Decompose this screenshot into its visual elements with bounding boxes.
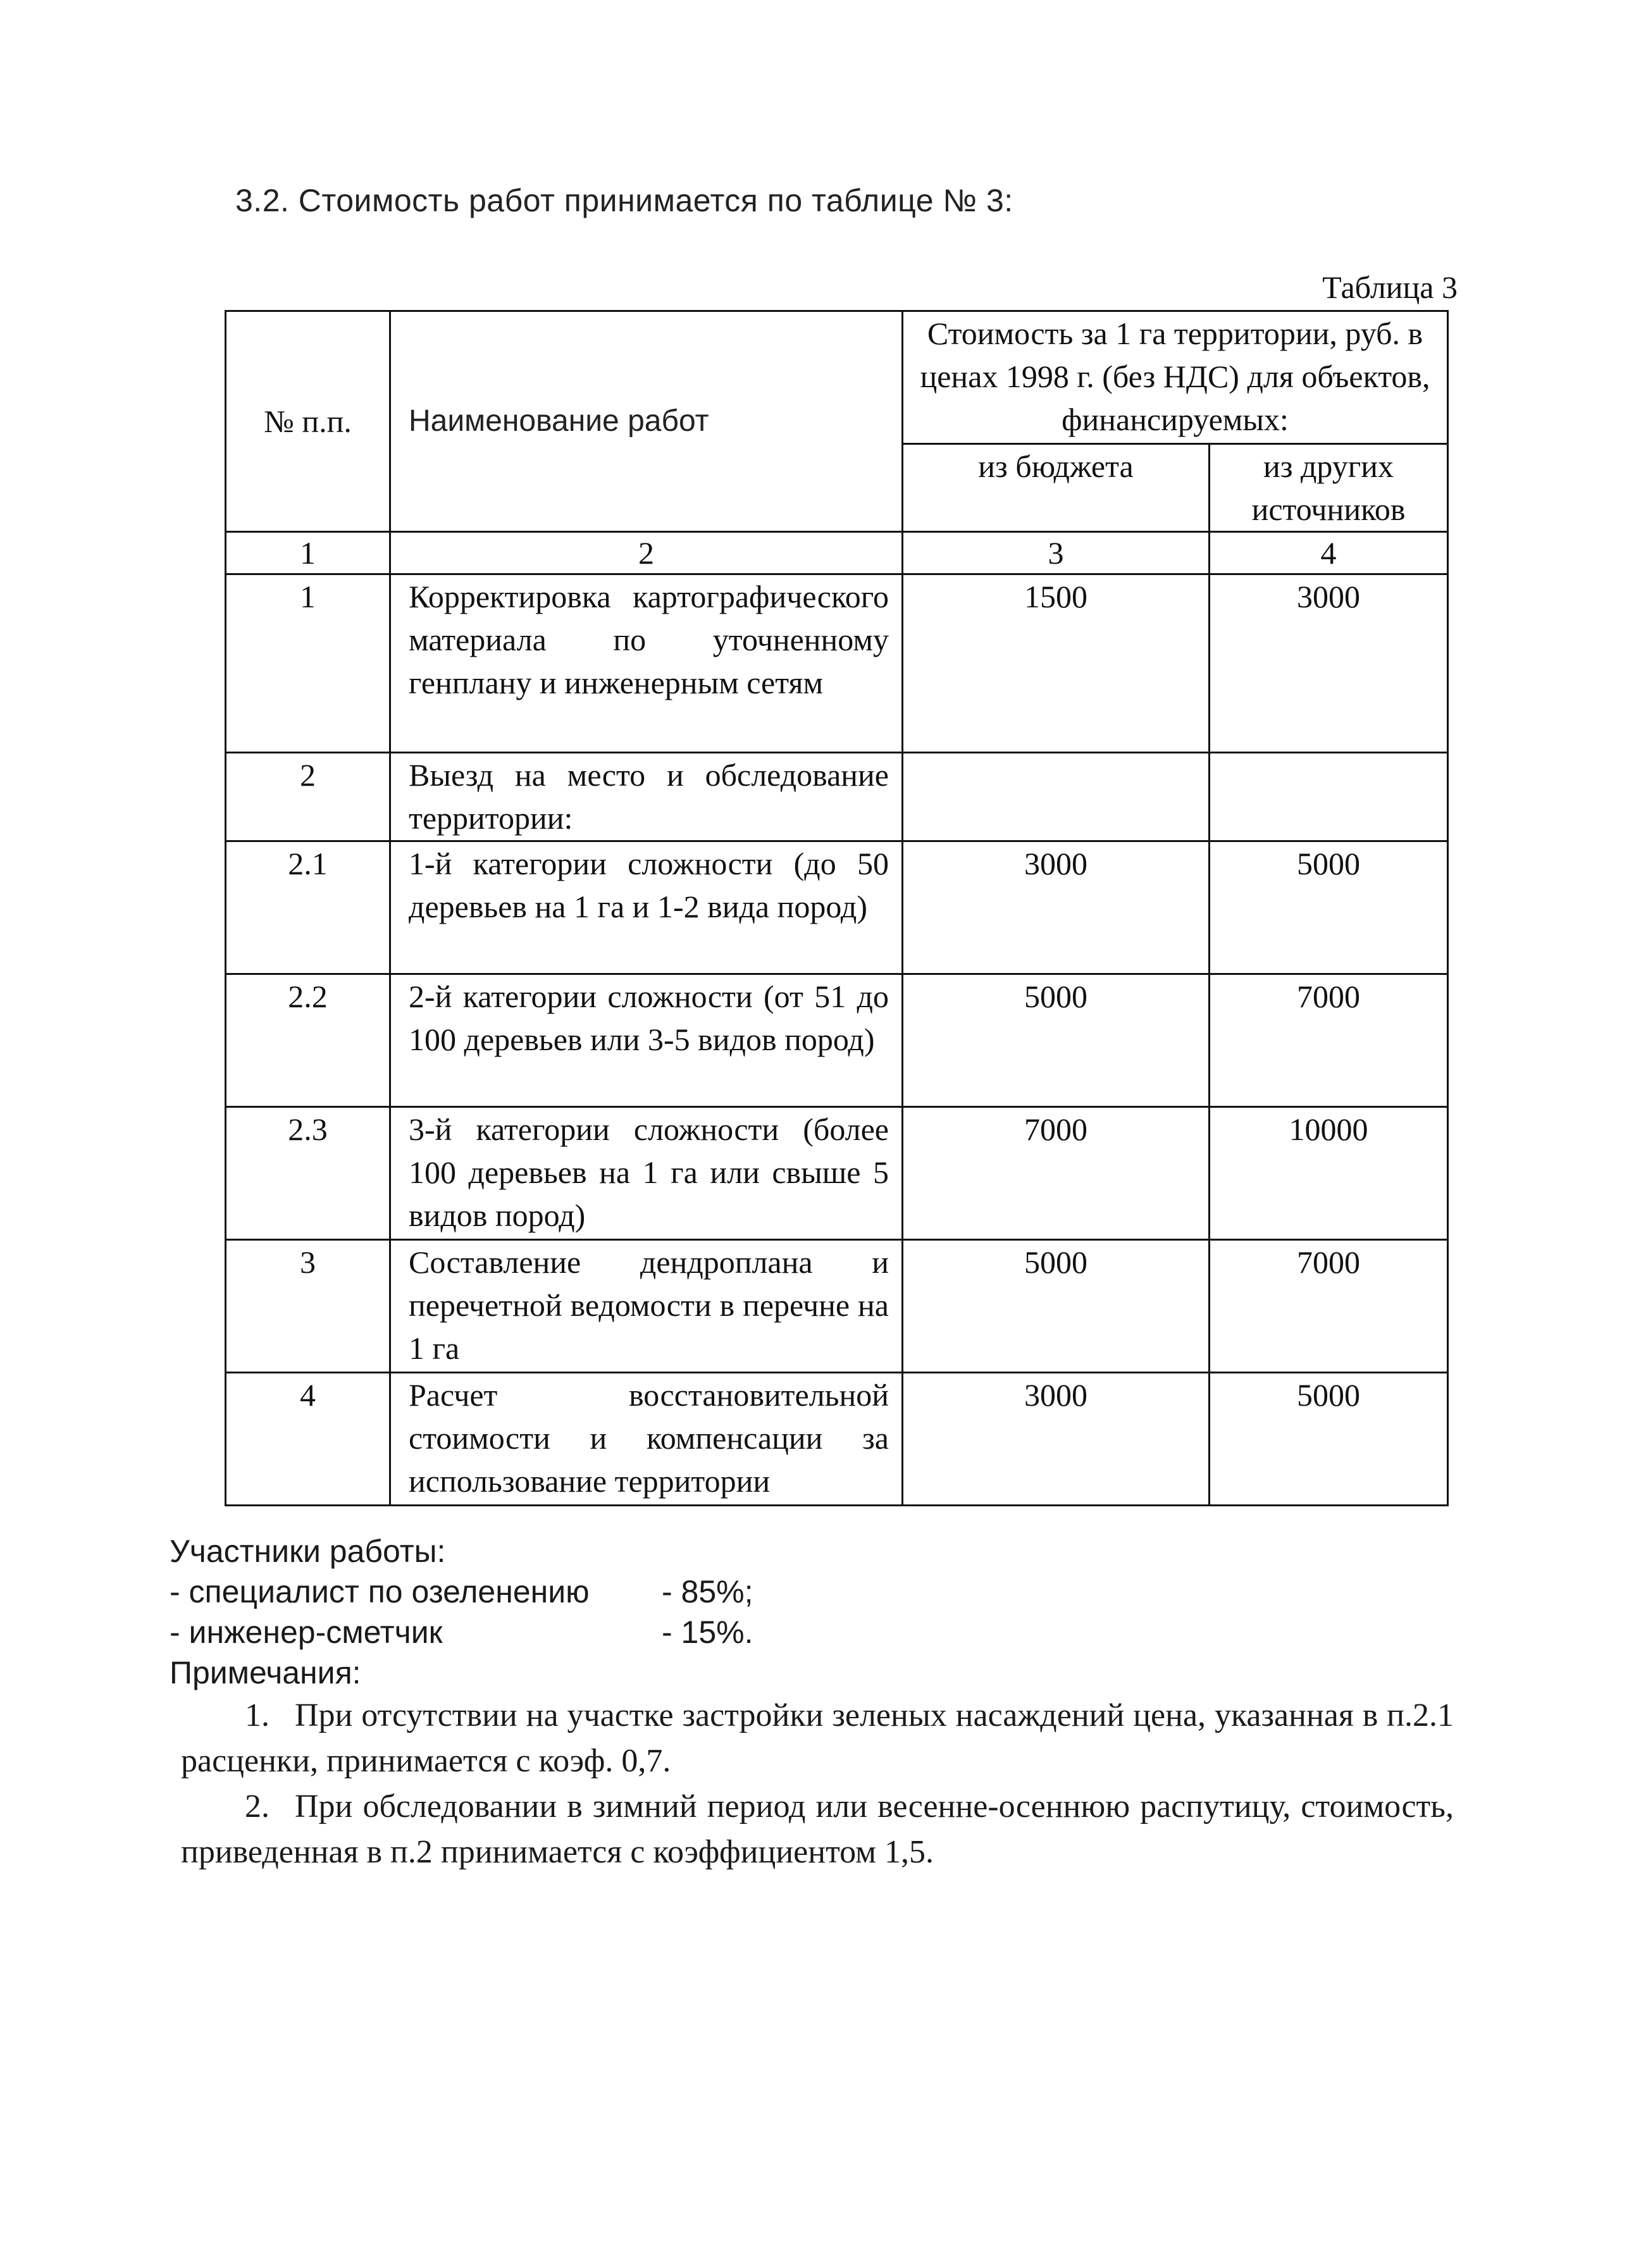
row-budget [903, 753, 1210, 841]
row-num: 2.3 [226, 1107, 390, 1240]
column-number: 2 [390, 532, 903, 574]
note-number: 1. [245, 1697, 269, 1733]
participant-role: - специалист по озеленению [170, 1574, 590, 1609]
table-row [226, 974, 1448, 1107]
row-budget: 5000 [903, 974, 1210, 1107]
row-other: 5000 [1210, 841, 1448, 974]
participants-title: Участники работы: [170, 1534, 446, 1569]
notes-list [170, 1693, 1454, 1875]
row-num: 1 [226, 574, 390, 753]
table-row [226, 1240, 1448, 1373]
note-item [181, 1693, 1454, 1784]
row-budget: 3000 [903, 1373, 1210, 1506]
header-num: № п.п. [226, 311, 390, 532]
row-other: 5000 [1210, 1373, 1448, 1506]
header-name: Наименование работ [390, 311, 903, 532]
row-budget: 7000 [903, 1107, 1210, 1240]
cost-table [225, 310, 1449, 1506]
table-row [226, 1373, 1448, 1506]
table-caption: Таблица 3 [1322, 270, 1458, 305]
row-budget: 3000 [903, 841, 1210, 974]
table-row [226, 1107, 1448, 1240]
row-num: 2.1 [226, 841, 390, 974]
row-num: 2.2 [226, 974, 390, 1107]
row-other: 3000 [1210, 574, 1448, 753]
row-num: 4 [226, 1373, 390, 1506]
row-name: Расчет восстановительной стоимости и компенсации за использование территории [390, 1373, 903, 1506]
row-other: 7000 [1210, 1240, 1448, 1373]
row-name: 2-й категории сложности (от 51 до 100 деревьев или 3-5 видов пород) [390, 974, 903, 1107]
header-cost: Стоимость за 1 га территории, руб. в ценах 1998 г. (без НДС) для объектов, финансируемых: [903, 311, 1448, 444]
table-row [226, 841, 1448, 974]
row-name: Корректировка картографического материала по уточненному генплану и инженерным сетям [390, 574, 903, 753]
row-name: 3-й категории сложности (более 100 деревьев на 1 га или свыше 5 видов пород) [390, 1107, 903, 1240]
body-text [170, 1531, 1454, 1875]
participant-row [170, 1612, 1454, 1652]
table-row [226, 574, 1448, 753]
section-heading: 3.2. Стоимость работ принимается по таблице № 3: [235, 183, 1013, 218]
column-number: 4 [1210, 532, 1448, 574]
participant-role: - инженер-сметчик [170, 1614, 443, 1650]
header-budget: из бюджета [903, 444, 1210, 532]
participant-share: - 15%. [662, 1614, 753, 1650]
note-item [181, 1784, 1454, 1875]
column-number: 1 [226, 532, 390, 574]
row-name: Выезд на место и обследование территории: [390, 753, 903, 841]
row-num: 2 [226, 753, 390, 841]
note-text: При отсутствии на участке застройки зеленых насаждений цена, указанная в п.2.1 расценки, принимается с коэф. 0,7. [181, 1697, 1454, 1779]
row-budget: 5000 [903, 1240, 1210, 1373]
column-number-row [226, 532, 1448, 574]
participant-share: - 85%; [662, 1574, 753, 1609]
row-name: Составление дендроплана и перечетной ведомости в перечне на 1 га [390, 1240, 903, 1373]
row-other: 10000 [1210, 1107, 1448, 1240]
header-other: из других источников [1210, 444, 1448, 532]
note-text: При обследовании в зимний период или весенне-осеннюю распутицу, стоимость, приведенная в п.2 принимается с коэффициентом 1,5. [181, 1788, 1454, 1870]
row-budget: 1500 [903, 574, 1210, 753]
row-num: 3 [226, 1240, 390, 1373]
row-name: 1-й категории сложности (до 50 деревьев на 1 га и 1-2 вида пород) [390, 841, 903, 974]
note-number: 2. [245, 1788, 269, 1825]
table-row [226, 753, 1448, 841]
table-header-row [226, 311, 1448, 444]
participant-row [170, 1571, 1454, 1612]
column-number: 3 [903, 532, 1210, 574]
row-other: 7000 [1210, 974, 1448, 1107]
notes-title: Примечания: [170, 1655, 361, 1690]
row-other [1210, 753, 1448, 841]
